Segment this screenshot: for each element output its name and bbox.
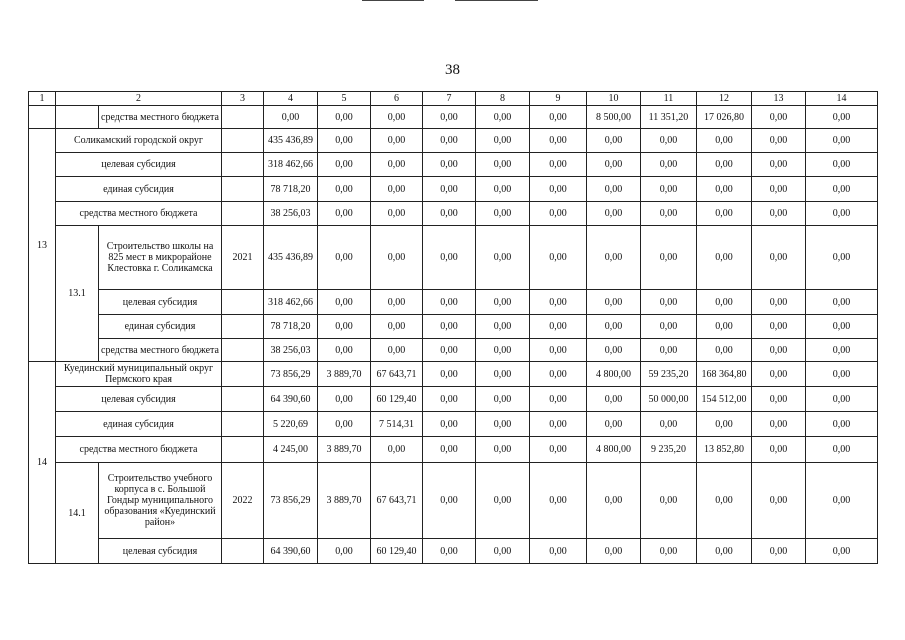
value-cell: 0,00 [318,153,371,177]
value-cell: 0,00 [697,153,752,177]
value-cell: 0,00 [318,106,371,129]
value-cell: 0,00 [476,339,530,362]
value-cell: 0,00 [641,177,697,202]
value-cell: 0,00 [587,202,641,226]
value-cell: 0,00 [806,437,878,463]
value-cell: 318 462,66 [264,153,318,177]
year-cell [222,339,264,362]
value-cell: 38 256,03 [264,339,318,362]
row-label: средства местного бюджета [99,339,222,362]
item-number: 13 [29,129,56,362]
column-header: 2 [56,92,222,106]
value-cell: 0,00 [318,177,371,202]
value-cell: 0,00 [587,412,641,437]
column-header: 3 [222,92,264,106]
value-cell: 0,00 [587,339,641,362]
year-cell [222,106,264,129]
value-cell: 0,00 [423,315,476,339]
value-cell: 0,00 [587,129,641,153]
table-row [29,290,878,315]
value-cell: 3 889,70 [318,362,371,387]
row-label: целевая субсидия [56,153,222,177]
value-cell: 0,00 [641,153,697,177]
value-cell: 0,00 [806,315,878,339]
value-cell: 0,00 [423,437,476,463]
sub-item-number: 14.1 [56,463,99,564]
sub-item-number: 13.1 [56,226,99,362]
value-cell: 0,00 [318,412,371,437]
value-cell: 0,00 [530,290,587,315]
value-cell: 0,00 [423,412,476,437]
value-cell: 67 643,71 [371,362,423,387]
row-label: Соликамский городской округ [56,129,222,153]
value-cell: 0,00 [476,106,530,129]
value-cell: 0,00 [423,226,476,290]
value-cell: 0,00 [318,226,371,290]
value-cell: 0,00 [641,226,697,290]
value-cell: 0,00 [318,387,371,412]
column-header: 4 [264,92,318,106]
value-cell: 0,00 [806,202,878,226]
value-cell: 38 256,03 [264,202,318,226]
value-cell: 0,00 [371,315,423,339]
value-cell: 78 718,20 [264,315,318,339]
value-cell: 0,00 [641,202,697,226]
value-cell: 0,00 [530,387,587,412]
value-cell: 4 800,00 [587,362,641,387]
value-cell: 0,00 [587,290,641,315]
value-cell: 0,00 [752,437,806,463]
year-cell [222,177,264,202]
value-cell: 0,00 [476,202,530,226]
value-cell: 0,00 [806,339,878,362]
value-cell: 5 220,69 [264,412,318,437]
row-label: единая субсидия [56,412,222,437]
value-cell: 0,00 [530,315,587,339]
value-cell: 0,00 [476,412,530,437]
value-cell: 0,00 [318,539,371,564]
table-row [29,202,878,226]
value-cell: 0,00 [752,290,806,315]
value-cell: 0,00 [752,153,806,177]
year-cell [222,437,264,463]
value-cell: 0,00 [697,177,752,202]
column-header: 14 [806,92,878,106]
value-cell: 50 000,00 [641,387,697,412]
value-cell: 0,00 [806,362,878,387]
value-cell: 0,00 [697,129,752,153]
value-cell: 435 436,89 [264,129,318,153]
value-cell: 318 462,66 [264,290,318,315]
value-cell: 60 129,40 [371,539,423,564]
value-cell: 73 856,29 [264,362,318,387]
value-cell: 0,00 [530,106,587,129]
value-cell: 7 514,31 [371,412,423,437]
value-cell: 0,00 [697,290,752,315]
value-cell: 0,00 [641,315,697,339]
value-cell: 0,00 [697,202,752,226]
value-cell: 0,00 [806,177,878,202]
value-cell: 0,00 [641,412,697,437]
value-cell: 0,00 [752,106,806,129]
value-cell: 0,00 [476,153,530,177]
value-cell: 0,00 [530,539,587,564]
value-cell: 0,00 [587,315,641,339]
year-cell [222,387,264,412]
table-row [29,539,878,564]
budget-table [28,91,878,564]
value-cell: 59 235,20 [641,362,697,387]
table-row [29,226,878,290]
row-label: целевая субсидия [99,290,222,315]
value-cell: 0,00 [641,463,697,539]
value-cell: 0,00 [752,177,806,202]
table-row [29,106,878,129]
year-cell [222,315,264,339]
value-cell: 0,00 [752,226,806,290]
column-header: 7 [423,92,476,106]
value-cell: 0,00 [423,362,476,387]
value-cell: 0,00 [752,129,806,153]
value-cell: 0,00 [423,177,476,202]
column-header: 6 [371,92,423,106]
row-label: средства местного бюджета [56,202,222,226]
table-row [29,339,878,362]
value-cell: 0,00 [697,463,752,539]
value-cell: 0,00 [423,106,476,129]
value-cell: 13 852,80 [697,437,752,463]
value-cell: 0,00 [752,539,806,564]
value-cell: 0,00 [752,463,806,539]
value-cell: 0,00 [530,129,587,153]
value-cell: 0,00 [264,106,318,129]
value-cell: 4 245,00 [264,437,318,463]
value-cell: 0,00 [423,129,476,153]
value-cell: 0,00 [476,437,530,463]
value-cell: 435 436,89 [264,226,318,290]
table-row [29,387,878,412]
year-cell [222,153,264,177]
table-row [29,463,878,539]
value-cell: 0,00 [371,290,423,315]
value-cell: 17 026,80 [697,106,752,129]
value-cell: 0,00 [530,463,587,539]
value-cell: 0,00 [806,463,878,539]
value-cell: 0,00 [476,177,530,202]
table-row [29,412,878,437]
column-header: 12 [697,92,752,106]
table-row [29,437,878,463]
row-label: Строительство учебного корпуса в с. Большой Гондыр муниципального образования «Куединский район» [99,463,222,539]
year-cell [222,362,264,387]
value-cell: 0,00 [530,339,587,362]
column-header: 9 [530,92,587,106]
table-row [29,153,878,177]
value-cell: 0,00 [530,226,587,290]
value-cell: 0,00 [476,290,530,315]
column-header: 1 [29,92,56,106]
column-header: 10 [587,92,641,106]
value-cell: 0,00 [423,153,476,177]
value-cell: 0,00 [806,153,878,177]
row-label: Куединский муниципальный округ Пермского края [56,362,222,387]
value-cell: 9 235,20 [641,437,697,463]
value-cell: 0,00 [371,339,423,362]
year-cell: 2021 [222,226,264,290]
value-cell: 0,00 [530,362,587,387]
row-label: единая субсидия [56,177,222,202]
column-header: 5 [318,92,371,106]
row-label: средства местного бюджета [99,106,222,129]
row-label: средства местного бюджета [56,437,222,463]
value-cell: 0,00 [476,129,530,153]
blank-cell [29,106,56,129]
value-cell: 60 129,40 [371,387,423,412]
top-rule-left [362,0,424,1]
value-cell: 0,00 [423,387,476,412]
year-cell [222,129,264,153]
value-cell: 0,00 [530,437,587,463]
value-cell: 64 390,60 [264,539,318,564]
value-cell: 0,00 [530,412,587,437]
value-cell: 0,00 [318,339,371,362]
table-row [29,129,878,153]
value-cell: 154 512,00 [697,387,752,412]
blank-cell [56,106,99,129]
table-row [29,362,878,387]
value-cell: 0,00 [476,539,530,564]
value-cell: 78 718,20 [264,177,318,202]
value-cell: 11 351,20 [641,106,697,129]
row-label: единая субсидия [99,315,222,339]
value-cell: 0,00 [371,153,423,177]
item-number: 14 [29,362,56,564]
value-cell: 0,00 [371,177,423,202]
value-cell: 0,00 [318,315,371,339]
value-cell: 0,00 [318,290,371,315]
value-cell: 0,00 [641,339,697,362]
row-label: целевая субсидия [56,387,222,412]
column-header: 8 [476,92,530,106]
year-cell [222,290,264,315]
value-cell: 0,00 [476,463,530,539]
value-cell: 0,00 [752,202,806,226]
column-header: 11 [641,92,697,106]
value-cell: 0,00 [697,412,752,437]
value-cell: 0,00 [697,226,752,290]
value-cell: 0,00 [806,226,878,290]
value-cell: 0,00 [806,106,878,129]
value-cell: 0,00 [530,202,587,226]
value-cell: 0,00 [806,129,878,153]
year-cell: 2022 [222,463,264,539]
value-cell: 0,00 [641,539,697,564]
value-cell: 4 800,00 [587,437,641,463]
page-number: 38 [445,62,460,78]
value-cell: 0,00 [806,539,878,564]
value-cell: 0,00 [423,539,476,564]
year-cell [222,202,264,226]
table-row [29,315,878,339]
value-cell: 0,00 [530,177,587,202]
value-cell: 0,00 [806,387,878,412]
value-cell: 0,00 [318,202,371,226]
value-cell: 0,00 [476,226,530,290]
value-cell: 0,00 [423,290,476,315]
value-cell: 0,00 [752,315,806,339]
top-rule-right [455,0,538,1]
table-row [29,177,878,202]
value-cell: 0,00 [476,362,530,387]
value-cell: 0,00 [318,129,371,153]
value-cell: 0,00 [641,129,697,153]
value-cell: 0,00 [371,106,423,129]
value-cell: 0,00 [697,339,752,362]
value-cell: 0,00 [641,290,697,315]
value-cell: 3 889,70 [318,437,371,463]
value-cell: 0,00 [752,339,806,362]
value-cell: 0,00 [371,202,423,226]
value-cell: 0,00 [697,539,752,564]
value-cell: 64 390,60 [264,387,318,412]
value-cell: 0,00 [806,290,878,315]
value-cell: 0,00 [752,412,806,437]
value-cell: 0,00 [371,437,423,463]
value-cell: 0,00 [476,315,530,339]
value-cell: 0,00 [371,129,423,153]
column-header: 13 [752,92,806,106]
value-cell: 73 856,29 [264,463,318,539]
value-cell: 0,00 [587,153,641,177]
value-cell: 0,00 [752,362,806,387]
value-cell: 0,00 [587,177,641,202]
value-cell: 0,00 [697,315,752,339]
value-cell: 8 500,00 [587,106,641,129]
value-cell: 0,00 [423,463,476,539]
value-cell: 0,00 [587,539,641,564]
value-cell: 0,00 [423,202,476,226]
value-cell: 0,00 [423,339,476,362]
value-cell: 0,00 [587,387,641,412]
year-cell [222,539,264,564]
value-cell: 168 364,80 [697,362,752,387]
row-label: целевая субсидия [99,539,222,564]
value-cell: 0,00 [806,412,878,437]
value-cell: 0,00 [587,463,641,539]
value-cell: 0,00 [476,387,530,412]
row-label: Строительство школы на 825 мест в микрорайоне Клестовка г. Соликамска [99,226,222,290]
value-cell: 0,00 [371,226,423,290]
value-cell: 0,00 [587,226,641,290]
header-row [29,92,878,106]
year-cell [222,412,264,437]
value-cell: 0,00 [530,153,587,177]
value-cell: 67 643,71 [371,463,423,539]
value-cell: 0,00 [752,387,806,412]
value-cell: 3 889,70 [318,463,371,539]
